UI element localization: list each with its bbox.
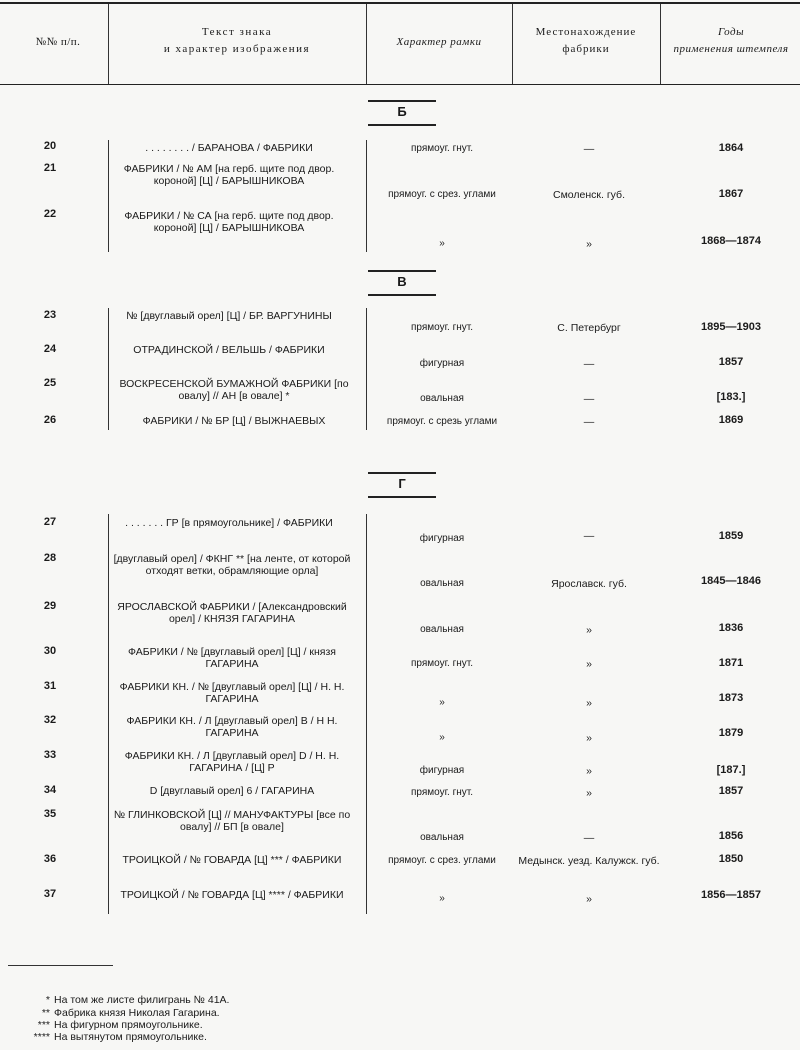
years-of-use: 1856 (718, 830, 744, 842)
header-col-years-line2: применения штемпеля (673, 43, 789, 55)
frame-type: фигурная (419, 533, 465, 544)
watermark-text: ТРОИЦКОЙ / № ГОВАРДА [Ц] *** / ФАБРИКИ (122, 854, 342, 866)
section-letter: В (397, 274, 407, 289)
factory-location: — (583, 530, 595, 542)
section-heading (368, 270, 436, 296)
row-number: 30 (43, 645, 57, 657)
frame-type: фигурная (419, 358, 465, 369)
frame-type: овальная (420, 578, 464, 589)
row-number: 36 (43, 853, 57, 865)
years-of-use: 1871 (718, 657, 744, 669)
row-number: 27 (43, 516, 57, 528)
years-of-use: 1836 (718, 622, 744, 634)
watermark-text: D [двуглавый орел] 6 / ГАГАРИНА (149, 785, 315, 797)
row-number: 32 (43, 714, 57, 726)
header-col-location (514, 24, 658, 58)
frame-type: » (439, 732, 445, 743)
header-col-years (662, 24, 800, 58)
years-of-use: 1895—1903 (701, 321, 761, 333)
section-heading (368, 472, 436, 498)
footnote-text: На фигурном прямоугольнике. (54, 1019, 203, 1031)
frame-type: » (439, 238, 445, 249)
footnote-text: На том же листе филигрань № 41А. (54, 994, 230, 1006)
row-number: 24 (43, 343, 57, 355)
watermark-text: . . . . . . . . / БАРАНОВА / ФАБРИКИ (145, 142, 313, 154)
years-of-use: 1859 (718, 530, 744, 542)
frame-type: прямоуг. с срез. углами (388, 189, 496, 200)
header-col-frame: Характер рамки (396, 36, 482, 48)
section-letter: Г (398, 476, 406, 491)
years-of-use: [183.] (716, 391, 746, 403)
watermark-text: ВОСКРЕСЕНСКОЙ БУМАЖНОЙ ФАБРИКИ [по овалу] // АН [в овале] * (119, 378, 349, 402)
watermark-text: ЯРОСЛАВСКОЙ ФАБРИКИ / [Александровский орел] / КНЯЗЯ ГАГАРИНА (117, 601, 347, 625)
header-divider (108, 4, 109, 84)
header-bottom-rule (0, 84, 800, 85)
footnote (20, 1019, 420, 1031)
factory-location: Медынск. уезд. Калужск. губ. (518, 855, 660, 867)
row-number: 35 (43, 808, 57, 820)
column-rule (108, 308, 109, 430)
years-of-use: 1857 (718, 356, 744, 368)
frame-type: » (439, 893, 445, 904)
years-of-use: 1879 (718, 727, 744, 739)
watermark-text: № [двуглавый орел] [Ц] / БР. ВАРГУНИНЫ (126, 310, 332, 322)
row-number: 25 (43, 377, 57, 389)
factory-location: — (583, 832, 595, 844)
header-col-years-line1: Годы (717, 26, 745, 38)
row-number: 37 (43, 888, 57, 900)
row-number: 29 (43, 600, 57, 612)
header-divider (660, 4, 661, 84)
factory-location: — (583, 358, 595, 370)
column-rule (366, 140, 367, 252)
footnote-mark: * (45, 994, 50, 1006)
section-letter: Б (397, 104, 407, 119)
watermark-text: . . . . . . . ГР [в прямоугольнике] / ФАБРИКИ (125, 517, 333, 529)
years-of-use: 1864 (718, 142, 744, 154)
row-number: 33 (43, 749, 57, 761)
watermark-text: ТРОИЦКОЙ / № ГОВАРДА [Ц] **** / ФАБРИКИ (120, 889, 344, 901)
section-heading (368, 100, 436, 126)
frame-type: овальная (420, 832, 464, 843)
row-number: 21 (43, 162, 57, 174)
footnote-text: Фабрика князя Николая Гагарина. (54, 1007, 220, 1019)
frame-type: овальная (420, 624, 464, 635)
factory-location: Смоленск. губ. (553, 189, 625, 201)
watermark-text: ФАБРИКИ / № АМ [на герб. щите под двор. короной] [Ц] / БАРЫШНИКОВА (123, 163, 335, 187)
watermark-text: ФАБРИКИ / № СА [на герб. щите под двор. короной] [Ц] / БАРЫШНИКОВА (124, 210, 334, 234)
header-col-location-line1: Местонахождение (535, 26, 637, 38)
watermark-text: ФАБРИКИ КН. / Л [двуглавый орел] D / Н. Н. ГАГАРИНА / [Ц] Р (124, 750, 340, 774)
header-col-location-line2: фабрики (562, 43, 610, 55)
watermark-text: ОТРАДИНСКОЙ / ВЕЛЬШЬ / ФАБРИКИ (133, 344, 325, 356)
footnote (20, 1007, 420, 1019)
footnote (20, 994, 420, 1006)
row-number: 20 (43, 140, 57, 152)
factory-location: — (583, 416, 595, 428)
factory-location: » (586, 732, 592, 744)
years-of-use: 1845—1846 (701, 575, 761, 587)
footnote-mark: ** (41, 1007, 50, 1019)
watermark-text: № ГЛИНКОВСКОЙ [Ц] // МАНУФАКТУРЫ [все по овалу] // БП [в овале] (113, 809, 351, 833)
frame-type: прямоуг. с срезь углами (386, 416, 498, 427)
years-of-use: [187.] (716, 764, 746, 776)
years-of-use: 1850 (718, 853, 744, 865)
factory-location: — (583, 143, 595, 155)
header-top-rule (0, 2, 800, 4)
frame-type: прямоуг. гнут. (410, 787, 473, 798)
factory-location: » (586, 697, 592, 709)
watermark-text: ФАБРИКИ / № БР [Ц] / ВЫЖНАЕВЫХ (142, 415, 326, 427)
header-col-text-line1: Текст знака (201, 26, 273, 38)
watermark-text: ФАБРИКИ КН. / № [двуглавый орел] [Ц] / Н. Н. ГАГАРИНА (119, 681, 345, 705)
watermark-text: ФАБРИКИ / № [двуглавый орел] [Ц] / князя ГАГАРИНА (128, 646, 336, 670)
column-rule (366, 308, 367, 430)
watermark-text: ФАБРИКИ КН. / Л [двуглавый орел] В / Н Н. ГАГАРИНА (126, 715, 338, 739)
years-of-use: 1867 (718, 188, 744, 200)
factory-location: » (586, 765, 592, 777)
frame-type: прямоуг. гнут. (410, 658, 473, 669)
factory-location: » (586, 624, 592, 636)
footnote-mark: *** (37, 1019, 50, 1031)
footnote-mark: **** (33, 1031, 50, 1043)
factory-location: — (583, 393, 595, 405)
row-number: 23 (43, 309, 57, 321)
column-rule (366, 514, 367, 914)
footnote-text: На вытянутом прямоугольнике. (54, 1031, 207, 1043)
header-col-text-line2: и характер изображения (163, 43, 311, 55)
header-divider (366, 4, 367, 84)
factory-location: С. Петербург (557, 322, 621, 334)
row-number: 26 (43, 414, 57, 426)
frame-type: фигурная (419, 765, 465, 776)
years-of-use: 1868—1874 (701, 235, 761, 247)
frame-type: овальная (420, 393, 464, 404)
watermark-text: [двуглавый орел] / ФКНГ ** [на ленте, от которой отходят ветки, обрамляющие орла] (113, 553, 351, 577)
column-rule (108, 514, 109, 914)
frame-type: прямоуг. гнут. (410, 143, 473, 154)
footnote-rule (8, 965, 113, 966)
factory-location: Ярославск. губ. (551, 578, 627, 590)
row-number: 34 (43, 784, 57, 796)
row-number: 22 (43, 208, 57, 220)
frame-type: » (439, 697, 445, 708)
factory-location: » (586, 787, 592, 799)
frame-type: прямоуг. гнут. (410, 322, 473, 333)
factory-location: » (586, 893, 592, 905)
row-number: 31 (43, 680, 57, 692)
header-col-text (110, 24, 364, 58)
header-col-num: №№ п/п. (35, 36, 81, 48)
footnote (20, 1031, 420, 1043)
frame-type: прямоуг. с срез. углами (388, 855, 496, 866)
years-of-use: 1856—1857 (701, 889, 761, 901)
factory-location: » (586, 658, 592, 670)
years-of-use: 1873 (718, 692, 744, 704)
years-of-use: 1857 (718, 785, 744, 797)
factory-location: » (586, 238, 592, 250)
header-divider (512, 4, 513, 84)
years-of-use: 1869 (718, 414, 744, 426)
row-number: 28 (43, 552, 57, 564)
column-rule (108, 140, 109, 252)
